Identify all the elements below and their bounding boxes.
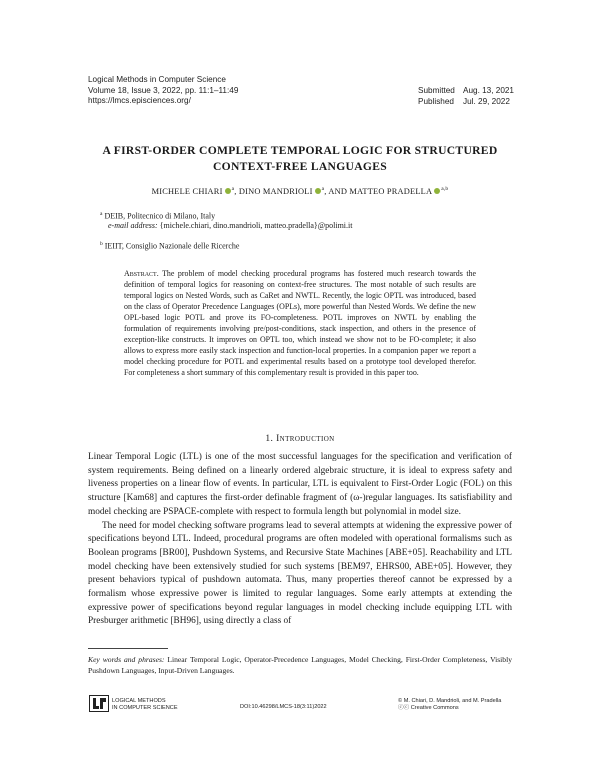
affiliation-mark: a [100, 211, 103, 217]
affiliation-b [100, 239, 239, 252]
affiliation-mark: a [231, 186, 235, 192]
intro-body [88, 451, 512, 629]
email-line [108, 220, 352, 231]
submitted-label: Submitted [418, 86, 455, 95]
author-name: , AND MATTEO PRADELLA [324, 186, 433, 196]
copyright-icon: © [398, 698, 403, 704]
affiliation-mark: a [321, 186, 325, 192]
published-date: Jul. 29, 2022 [463, 96, 510, 106]
journal-name: Logical Methods in Computer Science [88, 75, 226, 84]
keywords-label: Key words and phrases: [88, 655, 165, 664]
license-text: Creative Commons [410, 704, 459, 711]
email-label: e-mail address: [108, 221, 158, 230]
creative-commons-icon: ⓒⓒ [398, 704, 410, 711]
affiliation-mark: b [100, 241, 103, 247]
section-heading [0, 434, 600, 444]
doi[interactable]: DOI:10.46298/LMCS-18(3:11)2022 [240, 704, 327, 710]
footnote-rule [88, 648, 168, 649]
orcid-icon[interactable] [225, 188, 231, 194]
intro-paragraph-1: Linear Temporal Logic (LTL) is one of the most successful languages for the specification and verification of system requirements. Being defined on a linearly ordered algebraic structure, it is ideal to express safety and liveness properties on a linear flow of events. In particular, LTL is equivalent to First-Order Logic (FOL) on this structure [Kam68] and captures the first-order definable fragment of (ω-)regular languages. Its satisfiability and model checking are PSPACE-complete with respect to formula length but polynomial in model size. [88, 452, 512, 517]
email-address[interactable]: {michele.chiari, dino.mandrioli, matteo.pradella}@polimi.it [159, 221, 353, 230]
affiliation-text: DEIB, Politecnico di Milano, Italy [104, 211, 216, 221]
abstract-text: The problem of model checking procedural programs has fostered much research towards the definition of temporal logics for reasoning on context-free structures. The most notable of such results are temporal logics on Nested Words, such as CaRet and NWTL. Recently, the logic OPTL was introduced, based on the class of Operator Precedence Languages (OPLs), more powerful than Nested Words. We define the new OPL-based logic POTL and prove its FO-completeness. POTL improves on NWTL by enabling the formulation of requirements involving pre/post-conditions, stack inspection, and others in the presence of exception-like constructs. It improves on OPTL too, which instead we show not to be FO-complete; it also allows to express more easily stack inspection and function-local properties. In a companion paper we report a model checking procedure for POTL and experimental results based on a prototype tool developed therefor. For completeness a short summary of this complementary result is provided in this paper too. [124, 269, 476, 378]
section-number: 1. [265, 434, 274, 444]
journal-volume: Volume 18, Issue 3, 2022, pp. 11:1–11:49 [88, 85, 239, 95]
orcid-icon[interactable] [315, 188, 321, 194]
affiliation-text: IEIIT, Consiglio Nazionale delle Ricerche [104, 241, 240, 251]
paper-title [60, 143, 540, 175]
dates-block [418, 86, 518, 107]
orcid-icon[interactable] [434, 188, 440, 194]
logo-text [112, 698, 178, 711]
author-name: , DINO MANDRIOLI [234, 186, 313, 196]
affiliation-mark: a,b [441, 186, 449, 192]
abstract-label: Abstract. [124, 269, 159, 278]
lmcs-logo [89, 695, 109, 712]
submitted-date: Aug. 13, 2021 [463, 86, 514, 95]
title-line-2: CONTEXT-FREE LANGUAGES [213, 160, 387, 173]
logo-line-2: IN COMPUTER SCIENCE [112, 704, 178, 711]
author-list [60, 186, 540, 196]
title-line-1: A FIRST-ORDER COMPLETE TEMPORAL LOGIC FOR STRUCTURED [102, 144, 498, 157]
section-title: Introduction [276, 434, 335, 444]
intro-paragraph-2: The need for model checking software programs lead to several attempts at widening the expressive power of specifications beyond LTL. Indeed, procedural programs are often modeled with operational formalisms such as Boolean programs [BR00], Pushdown Systems, and Recursive State Machines [ABE+05]. Reachability and LTL model checking have been extensively studied for such systems [BEM97, EHRS00, ABE+05]. However, they present behaviors typical of pushdown automata. Thus, many properties thereof cannot be expressed by a formalism whose expressive power is limited to regular languages. Some early attempts at extending the expressive power of specifications beyond regular languages in model checking include equipping LTL with Presburger arithmetic [BH96], using directly a class of [88, 520, 512, 627]
journal-url[interactable]: https://lmcs.episciences.org/ [88, 96, 191, 105]
journal-info [88, 75, 238, 107]
abstract [124, 268, 476, 378]
keywords-footnote [88, 655, 512, 676]
keywords-text: Linear Temporal Logic, Operator-Precedence Languages, Model Checking, First-Order Completeness, Visibly Pushdown Languages, Input-Driven Languages. [88, 655, 512, 675]
copyright-holders: M. Chiari, D. Mandrioli, and M. Pradella [403, 698, 502, 704]
logo-line-1: LOGICAL METHODS [112, 698, 166, 704]
copyright-block [398, 698, 501, 711]
author-name: MICHELE CHIARI [151, 186, 223, 196]
published-label: Published [418, 96, 454, 106]
